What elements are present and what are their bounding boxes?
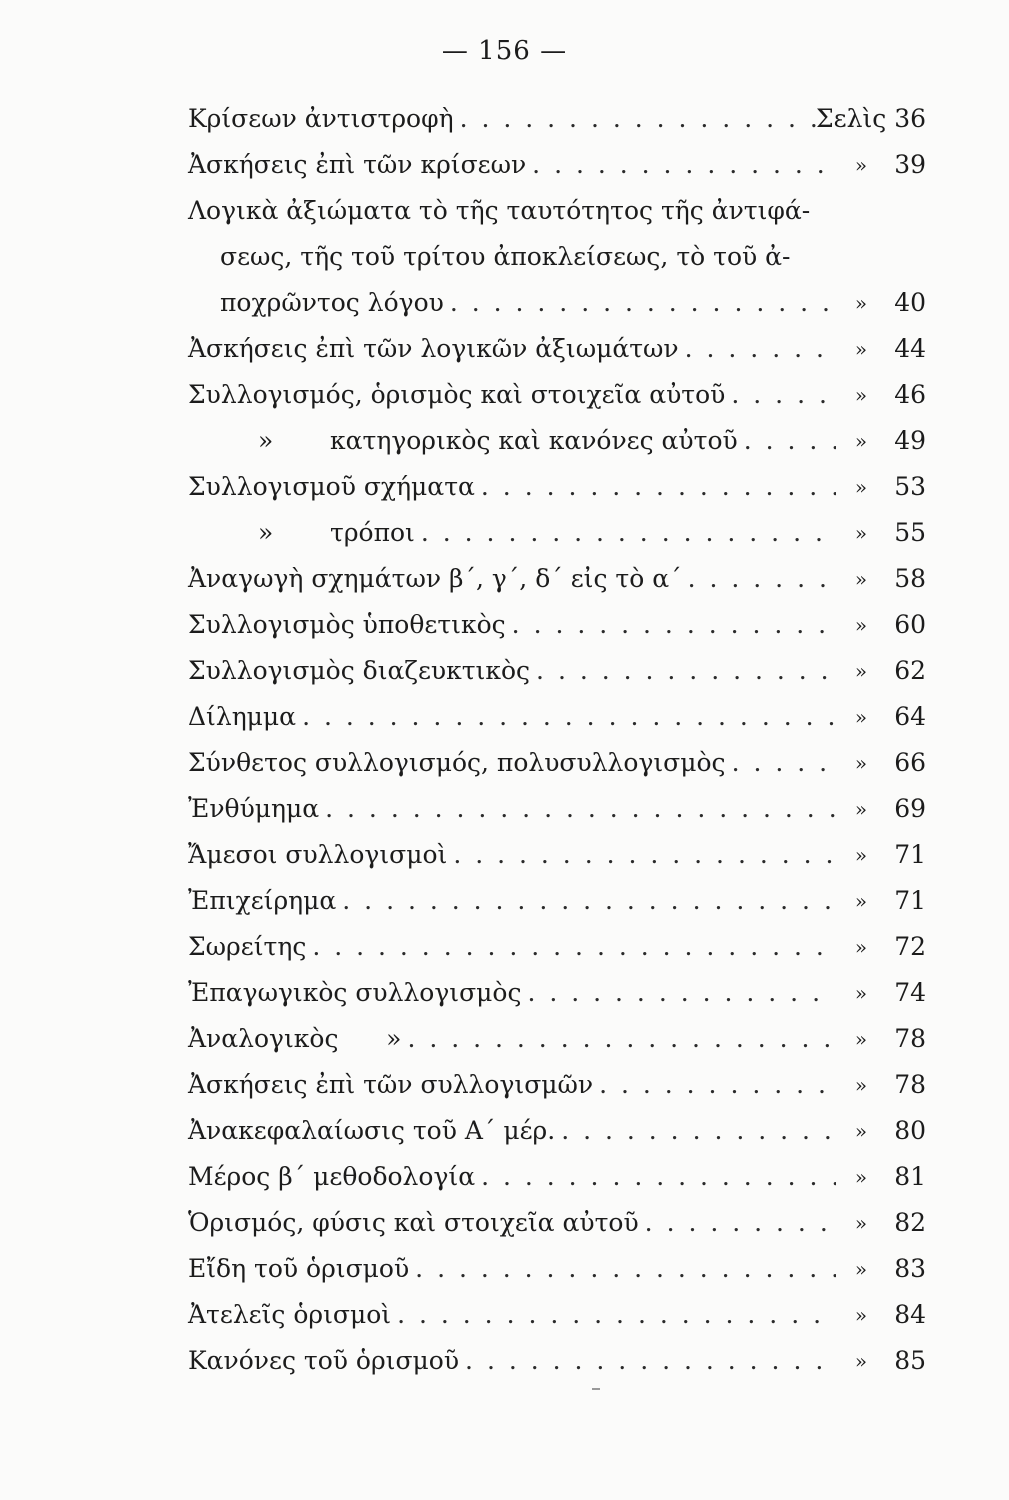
toc-entry-label: Δίλημμα [188,702,297,731]
toc-entry-page: 78 [894,1024,926,1053]
toc-entry-page: 55 [894,518,926,547]
toc-entry [188,870,926,916]
toc-entry [188,594,926,640]
ditto-mark: » [854,1027,868,1051]
dot-leader [738,426,836,456]
ditto-mark: » [854,797,868,821]
toc-entry-label: Κανόνες τοῦ ὁρισμοῦ [188,1346,460,1375]
toc-entry-line [188,226,926,272]
toc-entry-label: Συλλογισμός, ὁρισμὸς καὶ στοιχεῖα αὐτοῦ [188,380,726,409]
toc-entry-label: Ὁρισμός, φύσις καὶ στοιχεῖα αὐτοῦ [188,1208,639,1237]
dot-leader [530,656,836,686]
toc-entry-page: 81 [894,1162,926,1191]
ditto-mark: » [854,153,868,177]
toc-entry-label: Ἀτελεῖς ὁρισμοὶ [188,1300,392,1329]
toc-entry [188,318,926,364]
toc-entry [188,962,926,1008]
toc-entry [188,686,926,732]
toc-entry-label: Ἐνθύμημα [188,794,320,823]
toc-entry [188,410,926,456]
toc-entry-page: 40 [894,288,926,317]
toc-entry-page: 64 [894,702,926,731]
toc-entry-label: Ἀσκήσεις ἐπὶ τῶν κρίσεων [188,150,527,179]
toc-entry [188,1192,926,1238]
toc-entry [188,1146,926,1192]
ditto-mark: » [854,1119,868,1143]
ditto-mark: » [854,1073,868,1097]
ditto-mark: » [854,337,868,361]
toc-entry-page: 71 [894,840,926,869]
dot-leader [526,150,836,180]
toc-entry-label: Μέρος β΄ μεθοδολογία [188,1162,476,1191]
toc-entry [188,1238,926,1284]
toc-entry-multiline [188,180,926,318]
page-value: 36 [894,104,927,133]
ditto-mark: » [854,1349,868,1373]
ditto-mark: » [854,1303,868,1327]
toc-entry-label: Εἴδη τοῦ ὁρισμοῦ [188,1254,410,1283]
toc-entry [188,364,926,410]
ditto-mark: » [854,1211,868,1235]
dot-leader [475,472,836,502]
toc-entry [188,1330,926,1376]
toc-entry [188,732,926,778]
toc-entry-page: 74 [894,978,926,1007]
dot-leader [555,1116,836,1146]
dot-leader [726,748,836,778]
dot-leader [447,840,836,870]
toc-entry-label: Συλλογισμὸς διαζευκτικὸς [188,656,531,685]
ditto-mark: » [854,935,868,959]
ditto-mark: » [854,981,868,1005]
ditto-mark: » [854,889,868,913]
toc-entry-page: 62 [894,656,926,685]
toc-entry-page: 46 [894,380,926,409]
toc-entry-label: Κρίσεων ἀντιστροφὴ [188,104,454,133]
dot-leader [401,1024,836,1054]
toc-entry [188,640,926,686]
ditto-mark: » [854,1257,868,1281]
toc-entry-page: 85 [894,1346,926,1375]
toc-entry [188,824,926,870]
dot-leader [459,1346,836,1376]
toc-entry-page: 60 [894,610,926,639]
dot-leader [725,380,836,410]
dot-leader [639,1208,836,1238]
ditto-mark: » [854,429,868,453]
ditto-mark: » [854,751,868,775]
toc-entry-page: 44 [894,334,926,363]
toc-entry-page: 84 [894,1300,926,1329]
dot-leader [391,1300,836,1330]
toc-entry-page: 71 [894,886,926,915]
dot-leader [454,104,816,134]
page-number: — 156 — [441,36,568,66]
toc-entry-page: 72 [894,932,926,961]
toc-entry-page: 78 [894,1070,926,1099]
toc-entry-page: 53 [894,472,926,501]
toc-entry [188,916,926,962]
toc-entry-page: 83 [894,1254,926,1283]
dot-leader [319,794,836,824]
ditto-mark: » [854,291,868,315]
ditto-mark: » [854,1165,868,1189]
dot-leader [506,610,836,640]
ditto-mark: » [854,475,868,499]
dot-leader [593,1070,836,1100]
page-word: Σελὶς [816,104,887,133]
toc-entry-label: Ἀναλογικὸς » [188,1024,402,1053]
dot-leader [409,1254,836,1284]
toc-entry-label: Συλλογισμοῦ σχήματα [188,472,475,501]
ditto-mark: » [854,843,868,867]
toc-entry [188,456,926,502]
toc-entry-label: κατηγορικὸς καὶ κανόνες αὐτοῦ [330,426,738,455]
toc-entry [188,1054,926,1100]
toc-entry-label: Ἐπαγωγικὸς συλλογισμὸς [188,978,522,1007]
toc-entry-label: Ἀναγωγὴ σχημάτων β΄, γ΄, δ΄ εἰς τὸ α΄ [188,564,682,593]
dot-leader [521,978,836,1008]
toc-entry-label: Λογικὰ ἀξιώματα τὸ τῆς ταυτότητος τῆς ἀντιφά- [188,196,811,225]
dot-leader [306,932,836,962]
toc-entry [188,1008,926,1054]
toc-entry [188,778,926,824]
toc-entry-page [816,104,926,134]
ditto-mark: » [854,521,868,545]
ditto-mark: » [854,383,868,407]
toc-entry-page: 39 [894,150,926,179]
toc-entry-label: Ἀσκήσεις ἐπὶ τῶν συλλογισμῶν [188,1070,594,1099]
ditto-prefix: » [258,518,274,547]
ditto-mark: » [854,567,868,591]
dot-leader [336,886,836,916]
toc-entry-label: σεως, τῆς τοῦ τρίτου ἀποκλείσεως, τὸ τοῦ ἀ- [220,242,791,271]
ditto-mark: » [854,659,868,683]
table-of-contents [188,88,926,1376]
toc-entry-label: Ἄμεσοι συλλογισμοὶ [188,840,448,869]
toc-entry-page: 58 [894,564,926,593]
toc-entry-line [188,272,926,318]
toc-entry [188,88,926,134]
toc-entry-label: Συλλογισμὸς ὑποθετικὸς [188,610,506,639]
toc-entry-label: Ἀσκήσεις ἐπὶ τῶν λογικῶν ἀξιωμάτων [188,334,679,363]
toc-entry [188,502,926,548]
ditto-mark: » [854,613,868,637]
toc-entry-label: Ἐπιχείρημα [188,886,337,915]
dot-leader [679,334,836,364]
dot-leader [475,1162,836,1192]
print-mark [592,1388,600,1390]
toc-entry-page: 49 [894,426,926,455]
ditto-mark: » [854,705,868,729]
dot-leader [296,702,836,732]
dot-leader [415,518,836,548]
toc-entry-page: 66 [894,748,926,777]
toc-entry-label: Σωρείτης [188,932,307,961]
dot-leader [444,288,836,318]
toc-entry-page: 82 [894,1208,926,1237]
toc-entry-page: 80 [894,1116,926,1145]
toc-entry-label: ποχρῶντος λόγου [220,288,444,317]
toc-entry-page: 69 [894,794,926,823]
toc-entry-label: Σύνθετος συλλογισμός, πολυσυλλογισμὸς [188,748,726,777]
toc-entry [188,548,926,594]
toc-entry [188,1100,926,1146]
toc-entry-label: Ἀνακεφαλαίωσις τοῦ Α΄ μέρ. [188,1116,556,1145]
toc-entry-line [188,180,926,226]
toc-entry-label: τρόποι [330,518,415,547]
toc-entry [188,1284,926,1330]
ditto-prefix: » [258,426,274,455]
dot-leader [682,564,836,594]
toc-entry [188,134,926,180]
